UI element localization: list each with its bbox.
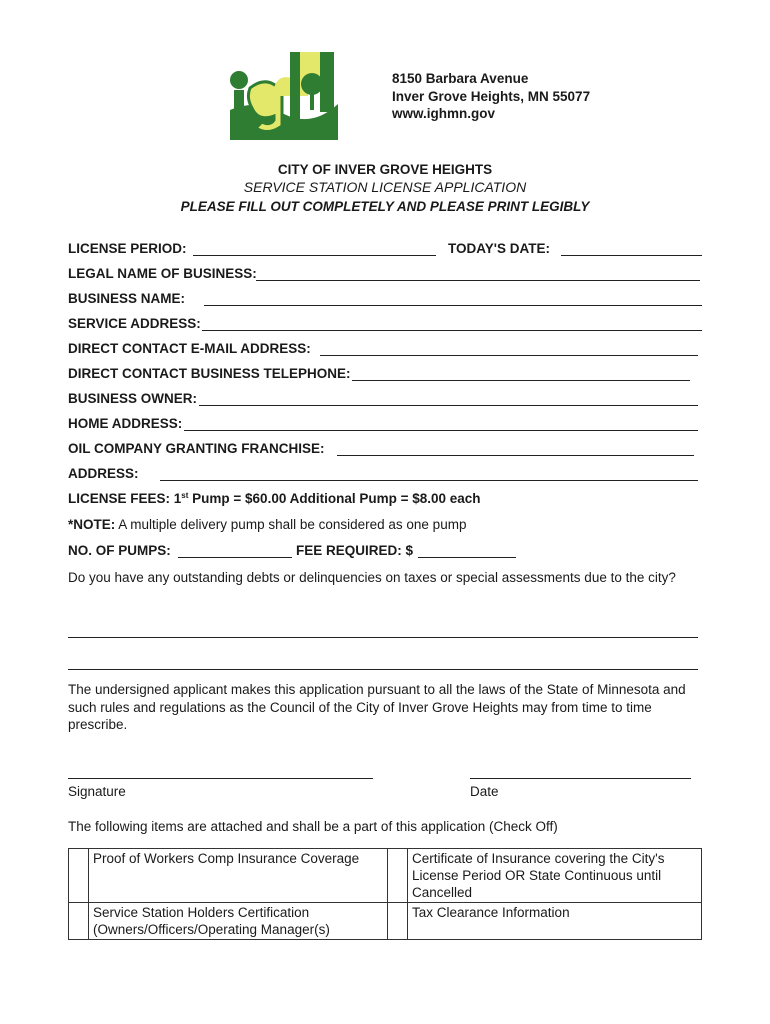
legal-name-label: LEGAL NAME OF BUSINESS:	[68, 266, 257, 281]
telephone-label: DIRECT CONTACT BUSINESS TELEPHONE:	[68, 366, 351, 381]
todays-date-field[interactable]	[561, 255, 702, 256]
num-pumps-field[interactable]	[178, 557, 292, 558]
signature-line[interactable]	[68, 778, 373, 779]
date-label: Date	[470, 784, 499, 799]
home-address-field[interactable]	[184, 430, 698, 431]
city-logo	[228, 48, 340, 144]
oil-address-field[interactable]	[160, 480, 698, 481]
checkbox-tax-clearance[interactable]	[388, 903, 408, 940]
home-address-label: HOME ADDRESS:	[68, 416, 183, 431]
email-label: DIRECT CONTACT E-MAIL ADDRESS:	[68, 341, 311, 356]
signature-label: Signature	[68, 784, 126, 799]
fees-prefix: LICENSE FEES: 1	[68, 491, 182, 506]
pumps-row	[68, 543, 702, 561]
fee-required-field[interactable]	[418, 557, 516, 558]
checkbox-workers-comp[interactable]	[69, 849, 89, 903]
form-instruction: PLEASE FILL OUT COMPLETELY AND PLEASE PRINT LEGIBLY	[180, 199, 590, 214]
attachments-intro: The following items are attached and shall be a part of this application (Check Off)	[68, 819, 558, 834]
home-address-row	[68, 416, 702, 434]
checklist-item: Tax Clearance Information	[408, 903, 702, 940]
owner-label: BUSINESS OWNER:	[68, 391, 198, 406]
business-name-label: BUSINESS NAME:	[68, 291, 186, 306]
note-label: *NOTE:	[68, 517, 116, 532]
checkbox-certificate-insurance[interactable]	[388, 849, 408, 903]
website-link[interactable]: www.ighmn.gov	[392, 106, 495, 121]
checkbox-holders-certification[interactable]	[69, 903, 89, 940]
city-name: CITY OF INVER GROVE HEIGHTS	[277, 162, 493, 177]
legal-name-field[interactable]	[256, 280, 700, 281]
owner-field[interactable]	[199, 405, 698, 406]
checklist-row	[69, 849, 702, 903]
oil-company-row	[68, 441, 702, 459]
legal-name-row	[68, 266, 702, 284]
declaration-text: The undersigned applicant makes this application pursuant to all the laws of the State of Minnesota and such rules and regulations as the Council of the City of Inver Grove Heights may from time to time prescribe.	[68, 682, 686, 732]
service-address-row	[68, 316, 702, 334]
email-row	[68, 341, 702, 359]
debts-answer-line-2[interactable]	[68, 669, 698, 670]
debts-answer-line-1[interactable]	[68, 637, 698, 638]
business-name-row	[68, 291, 702, 309]
address-line: Inver Grove Heights, MN 55077	[392, 88, 591, 104]
attachments-checklist	[68, 848, 702, 940]
checklist-item: Service Station Holders Certification (Owners/Officers/Operating Manager(s)	[89, 903, 388, 940]
license-period-row	[68, 241, 702, 259]
fees-superscript: st	[181, 491, 189, 500]
checklist-item: Certificate of Insurance covering the City's License Period OR State Continuous until Cancelled	[408, 849, 702, 903]
service-address-field[interactable]	[202, 330, 702, 331]
telephone-row	[68, 366, 702, 384]
fees-suffix: Pump = $60.00 Additional Pump = $8.00 each	[188, 491, 481, 506]
fee-required-label: FEE REQUIRED: $	[296, 543, 414, 558]
oil-company-label: OIL COMPANY GRANTING FRANCHISE:	[68, 441, 325, 456]
checklist-item: Proof of Workers Comp Insurance Coverage	[89, 849, 388, 903]
oil-company-field[interactable]	[337, 455, 694, 456]
email-field[interactable]	[320, 355, 698, 356]
todays-date-label: TODAY'S DATE:	[448, 241, 550, 256]
oil-address-row	[68, 466, 702, 484]
telephone-field[interactable]	[352, 380, 690, 381]
note-text: A multiple delivery pump shall be considered as one pump	[115, 517, 467, 532]
address-line: 8150 Barbara Avenue	[392, 71, 529, 86]
license-period-label: LICENSE PERIOD:	[68, 241, 187, 256]
pump-note	[68, 517, 466, 532]
date-line[interactable]	[470, 778, 691, 779]
owner-row	[68, 391, 702, 409]
form-title: SERVICE STATION LICENSE APPLICATION	[243, 179, 527, 195]
checklist-row	[69, 903, 702, 940]
num-pumps-label: NO. OF PUMPS:	[68, 543, 171, 558]
business-name-field[interactable]	[204, 305, 702, 306]
city-address	[392, 70, 590, 123]
license-fees	[68, 491, 481, 506]
oil-address-label: ADDRESS:	[68, 466, 139, 481]
license-period-field[interactable]	[193, 255, 436, 256]
service-address-label: SERVICE ADDRESS:	[68, 316, 201, 331]
debts-question: Do you have any outstanding debts or delinquencies on taxes or special assessments due to the city?	[68, 570, 676, 585]
